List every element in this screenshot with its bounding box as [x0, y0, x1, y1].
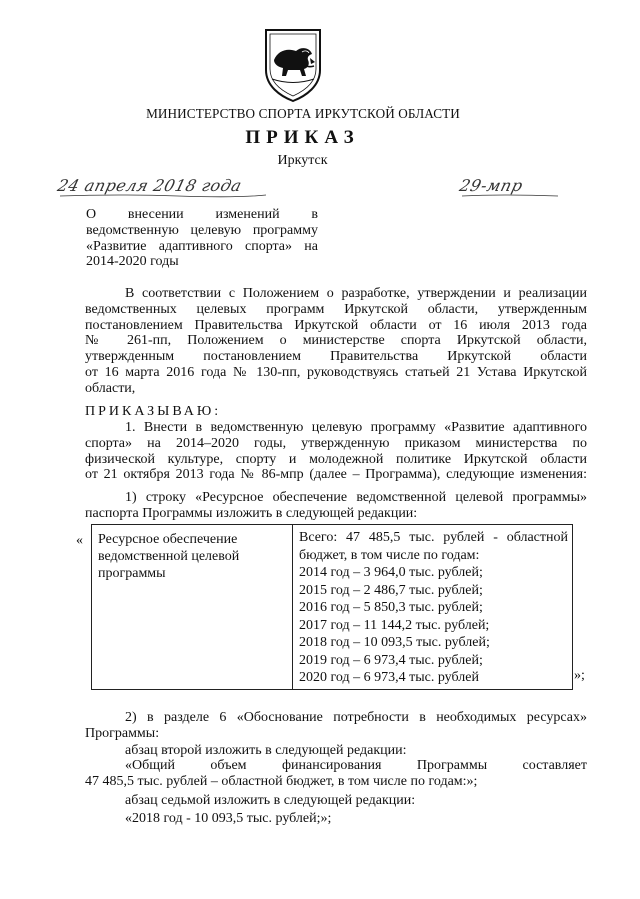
resource-value-line: 2019 год – 6 973,4 тыс. рублей; [299, 652, 483, 668]
order-word: ПРИКАЗЫВАЮ: [85, 404, 222, 419]
resource-table [91, 524, 573, 690]
resource-value-line: бюджет, в том числе по годам: [299, 547, 480, 563]
preamble-line: ведомственных целевых программ Иркутской области, утвержденным [85, 301, 587, 317]
number-field [457, 176, 560, 196]
preamble-line: постановлением Правительства Иркутской области от 16 июля 2013 года [85, 317, 587, 333]
table-close-quote: »; [574, 668, 585, 683]
table-row [92, 525, 573, 690]
resource-value-line: 2014 год – 3 964,0 тыс. рублей; [299, 565, 483, 580]
sub-item-1-line: паспорта Программы изложить в следующей редакции: [85, 505, 418, 521]
sub-item-2-paragraph [85, 710, 587, 742]
preamble-line: В соответствии с Положением о разработке, утверждении и реализации [125, 286, 587, 301]
subject-line: ведомственную целевую программу [86, 222, 318, 238]
document-title: ПРИКАЗ [245, 127, 360, 148]
abs-2-instruction [85, 743, 587, 759]
preamble-line: области, [85, 380, 136, 396]
quote-1-paragraph [85, 758, 587, 790]
abs-7-text: абзац седьмой изложить в следующей редакции: [125, 793, 416, 808]
handwritten-number: 29-мпр [457, 176, 525, 195]
preamble-paragraph [85, 286, 587, 397]
item-1-line: от 21 октября 2013 года № 86-мпр (далее – Программа), следующие изменения: [85, 467, 587, 483]
table-open-quote: « [76, 533, 83, 548]
resource-value-line: 2015 год – 2 486,7 тыс. рублей; [299, 582, 483, 598]
quote-2-paragraph [85, 811, 587, 827]
preamble-line: от 16 марта 2016 года № 130-пп, руководствуясь статьей 21 Устава Иркутской [85, 364, 587, 380]
subject-line: 2014-2020 годы [86, 254, 179, 270]
sub-item-2-line: Программы: [85, 725, 160, 741]
handwritten-date: 24 апреля 2018 года [55, 176, 244, 195]
resource-value-cell [293, 525, 573, 690]
quote-2-text: «2018 год - 10 093,5 тыс. рублей;»; [125, 811, 332, 826]
subject-line: О внесении изменений в [86, 207, 318, 222]
date-underline [58, 194, 268, 198]
ministry-name: МИНИСТЕРСТВО СПОРТА ИРКУТСКОЙ ОБЛАСТИ [146, 106, 460, 121]
number-underline [460, 194, 560, 198]
resource-label-line: ведомственной целевой [98, 549, 240, 564]
city: Иркутск [277, 153, 328, 168]
preamble-line: утвержденным постановлением Правительства Иркутской области [85, 349, 587, 365]
abs-7-instruction [85, 793, 587, 809]
resource-value-line: 2016 год – 5 850,3 тыс. рублей; [299, 600, 483, 615]
subject-line: «Развитие адаптивного спорта» на [86, 238, 318, 254]
resource-value-line: 2017 год – 11 144,2 тыс. рублей; [299, 617, 490, 633]
item-1-line: спорта» на 2014–2020 годы, утвержденную приказом министерства по [85, 435, 587, 451]
date-field [55, 176, 268, 196]
sub-item-1-paragraph [85, 490, 587, 522]
resource-value-line: 2018 год – 10 093,5 тыс. рублей; [299, 635, 490, 650]
item-1-line: физической культуре, спорту и молодежной политике Иркутской области [85, 451, 587, 467]
resource-label-cell [92, 525, 293, 690]
item-1-line: 1. Внести в ведомственную целевую программу «Развитие адаптивного [125, 420, 587, 435]
abs-2-text: абзац второй изложить в следующей редакции: [125, 743, 407, 758]
resource-value-line: 2020 год – 6 973,4 тыс. рублей [299, 670, 479, 685]
sub-item-2-line: 2) в разделе 6 «Обоснование потребности в необходимых ресурсах» [125, 710, 587, 725]
item-1-paragraph [85, 420, 587, 483]
quote-1-line: «Общий объем финансирования Программы составляет [125, 758, 587, 773]
document-subject [86, 207, 318, 270]
resource-label-line: Ресурсное обеспечение [98, 532, 238, 547]
resource-label-line: программы [98, 566, 166, 581]
coat-of-arms-icon [262, 24, 324, 104]
resource-value-line: Всего: 47 485,5 тыс. рублей - областной [299, 530, 568, 545]
sub-item-1-line: 1) строку «Ресурсное обеспечение ведомственной целевой программы» [125, 490, 587, 505]
quote-1-line: 47 485,5 тыс. рублей – областной бюджет, в том числе по годам:»; [85, 773, 478, 789]
preamble-line: № 261-пп, Положением о министерстве спорта Иркутской области, [85, 333, 587, 349]
